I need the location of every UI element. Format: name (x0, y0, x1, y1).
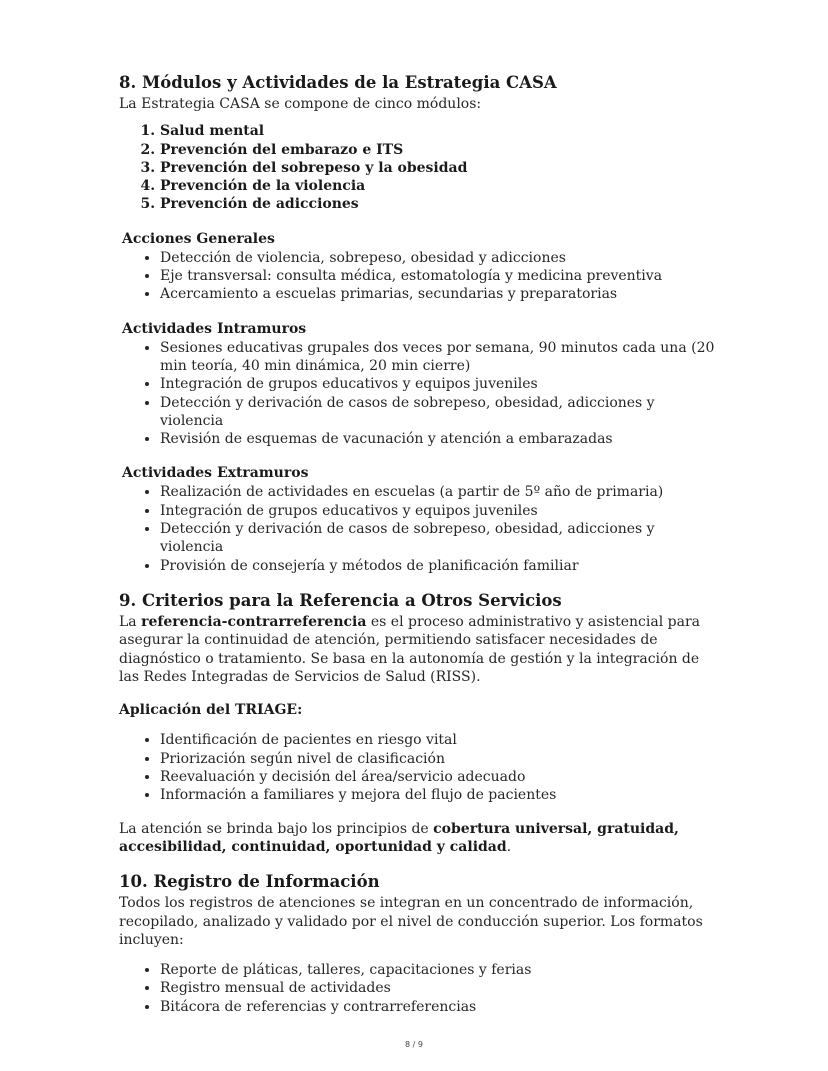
module-item: 2. Prevención del embarazo e ITS (160, 141, 719, 159)
intramural-list (119, 339, 719, 449)
list-item: • Reporte de pláticas, talleres, capacitaciones y ferias (160, 961, 719, 979)
list-item: • Acercamiento a escuelas primarias, secundarias y preparatorias (160, 285, 719, 303)
list-item: • Realización de actividades en escuelas (a partir de 5º año de primaria) (160, 483, 719, 501)
page-number: 8 / 9 (405, 1040, 423, 1049)
list-item: • Identificación de pacientes en riesgo vital (160, 731, 719, 749)
section-9-title: 9. Criterios para la Referencia a Otros Servicios (119, 590, 562, 610)
list-item: • Provisión de consejería y métodos de planificación familiar (160, 557, 719, 575)
principles-list: cobertura universal, gratuidad, accesibilidad, continuidad, oportunidad y calidad (119, 820, 679, 855)
list-item: • Bitácora de referencias y contrarreferencias (160, 998, 719, 1016)
module-item: 4. Prevención de la violencia (160, 177, 719, 195)
list-item: • Revisión de esquemas de vacunación y atención a embarazadas (160, 430, 719, 448)
list-item: • Sesiones educativas grupales dos veces por semana, 90 minutos cada una (20 min teoría, 40 min dinámica, 20 min cierre) (160, 339, 719, 376)
list-item: • Detección de violencia, sobrepeso, obesidad y adicciones (160, 249, 719, 267)
list-item: • Información a familiares y mejora del flujo de pacientes (160, 786, 719, 804)
intramural-heading: Actividades Intramuros (122, 320, 307, 337)
list-item: • Detección y derivación de casos de sobrepeso, obesidad, adicciones y violencia (160, 520, 719, 557)
list-item: • Registro mensual de actividades (160, 979, 719, 997)
modules-list (119, 122, 719, 213)
referral-post: es el proceso administrativo y asistencial para asegurar la continuidad de atención, permitiendo satisfacer necesidades de diagnóstico o tratamiento. Se basa en la autonomía de gestión y la integración de las Redes Integradas de Servicios de Salud (RISS). (119, 613, 700, 685)
section-10-title: 10. Registro de Información (119, 872, 380, 892)
section-8-intro: La Estrategia CASA se compone de cinco módulos: (119, 96, 482, 112)
section-10-intro: Todos los registros de atenciones se integran en un concentrado de información, recopilado, analizado y validado por el nivel de conducción superior. Los formatos incluyen: (119, 895, 703, 948)
general-actions-heading: Acciones Generales (122, 230, 275, 247)
section-8-title: 8. Módulos y Actividades de la Estrategia CASA (119, 73, 557, 92)
extramural-list (119, 483, 719, 574)
principles-paragraph: La atención se brinda bajo los principios de cobertura universal, gratuidad, accesibilidad, continuidad, oportunidad y calidad. (119, 820, 679, 855)
triage-heading: Aplicación del TRIAGE: (119, 702, 303, 719)
extramural-heading: Actividades Extramuros (122, 465, 309, 482)
general-actions-list (119, 249, 719, 304)
triage-list (119, 731, 719, 804)
referral-paragraph (119, 613, 719, 686)
list-item: • Priorización según nivel de clasificación (160, 750, 719, 768)
list-item: • Detección y derivación de casos de sobrepeso, obesidad, adicciones y violencia (160, 394, 719, 431)
list-item: • Eje transversal: consulta médica, estomatología y medicina preventiva (160, 267, 719, 285)
list-item: • Integración de grupos educativos y equipos juveniles (160, 502, 719, 520)
referral-pre: La (119, 613, 142, 630)
module-item: 1. Salud mental (160, 122, 719, 140)
list-item: • Reevaluación y decisión del área/servicio adecuado (160, 768, 719, 786)
module-item: 5. Prevención de adicciones (160, 195, 719, 213)
formats-list (119, 961, 719, 1016)
list-item: • Integración de grupos educativos y equipos juveniles (160, 375, 719, 393)
page-content (119, 71, 719, 1016)
module-item: 3. Prevención del sobrepeso y la obesidad (160, 159, 719, 177)
referral-term: referencia-contrarreferencia (141, 613, 367, 630)
